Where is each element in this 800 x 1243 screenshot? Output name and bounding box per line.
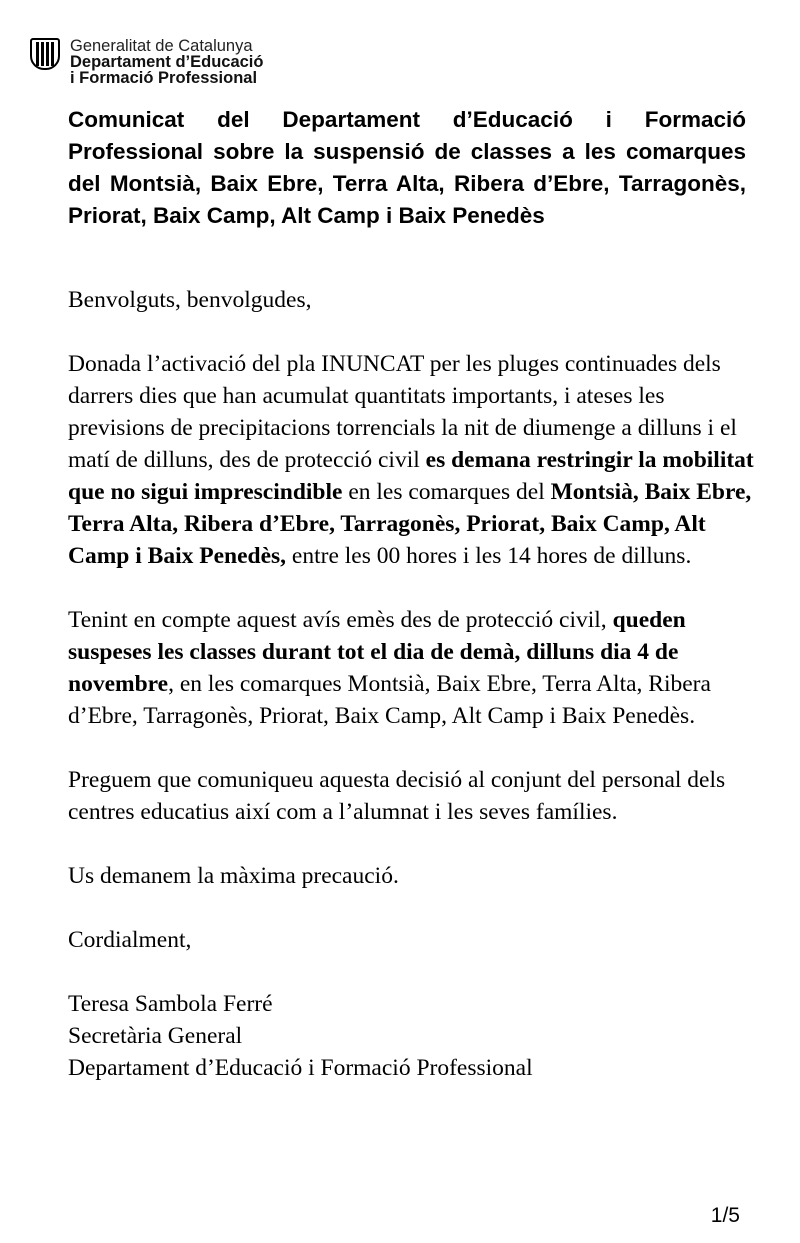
bold-text: Montsià, Baix Ebre, Terra Alta, Ribera d’Ebre, Tarragonès, Priorat, Baix Camp, Alt Camp i Baix Penedès, bbox=[68, 479, 752, 569]
signature-department: Departament d’Educació i Formació Professional bbox=[68, 1055, 533, 1081]
bold-text: es demana restringir la mobilitat que no sigui imprescindible bbox=[68, 447, 754, 505]
bold-text: queden suspeses les classes durant tot el dia de demà, dilluns dia 4 de novembre bbox=[68, 607, 686, 697]
text: Tenint en compte aquest avís emès des de protecció civil, bbox=[68, 607, 613, 633]
closing: Cordialment, bbox=[68, 927, 192, 953]
org-line-2: Departament d’Educació bbox=[70, 53, 264, 71]
signature-name: Teresa Sambola Ferré bbox=[68, 991, 273, 1017]
paragraph-4: Us demanem la màxima precaució. bbox=[68, 863, 399, 889]
text: entre les 00 hores i les 14 hores de dilluns. bbox=[286, 543, 692, 569]
paragraph-3: Preguem que comuniqueu aquesta decisió al conjunt del personal dels centres educatius així com a l’alumnat i les seves famílies. bbox=[68, 767, 726, 825]
document-title: Comunicat del Departament d’Educació i Formació Professional sobre la suspensió de classes a les comarques del Montsià, Baix Ebre, Terra Alta, Ribera d’Ebre, Tarragonès, Priorat, Baix Camp, Alt Camp i Baix Penedès bbox=[68, 107, 746, 228]
text: Donada l’activació del pla INUNCAT per les pluges continuades dels darrers dies que han acumulat quantitats importants, i ateses les previsions de precipitacions torrencials la nit de diumenge a dilluns i el matí de dilluns, des de protecció civil bbox=[68, 351, 737, 473]
text: en les comarques del bbox=[342, 479, 551, 505]
generalitat-logo bbox=[30, 38, 263, 86]
page-number: 1/5 bbox=[710, 1204, 740, 1227]
greeting: Benvolguts, benvolgudes, bbox=[68, 287, 312, 313]
paragraph-2 bbox=[68, 604, 758, 732]
document-body bbox=[68, 284, 758, 1084]
logo-text bbox=[70, 38, 263, 86]
text: , en les comarques Montsià, Baix Ebre, Terra Alta, Ribera d’Ebre, Tarragonès, Priorat, Baix Camp, Alt Camp i Baix Penedès. bbox=[68, 671, 711, 729]
catalonia-shield-icon bbox=[30, 38, 60, 70]
signature-role: Secretària General bbox=[68, 1023, 243, 1049]
org-line-3: i Formació Professional bbox=[70, 69, 258, 87]
paragraph-1 bbox=[68, 348, 758, 572]
org-line-1: Generalitat de Catalunya bbox=[70, 37, 253, 55]
